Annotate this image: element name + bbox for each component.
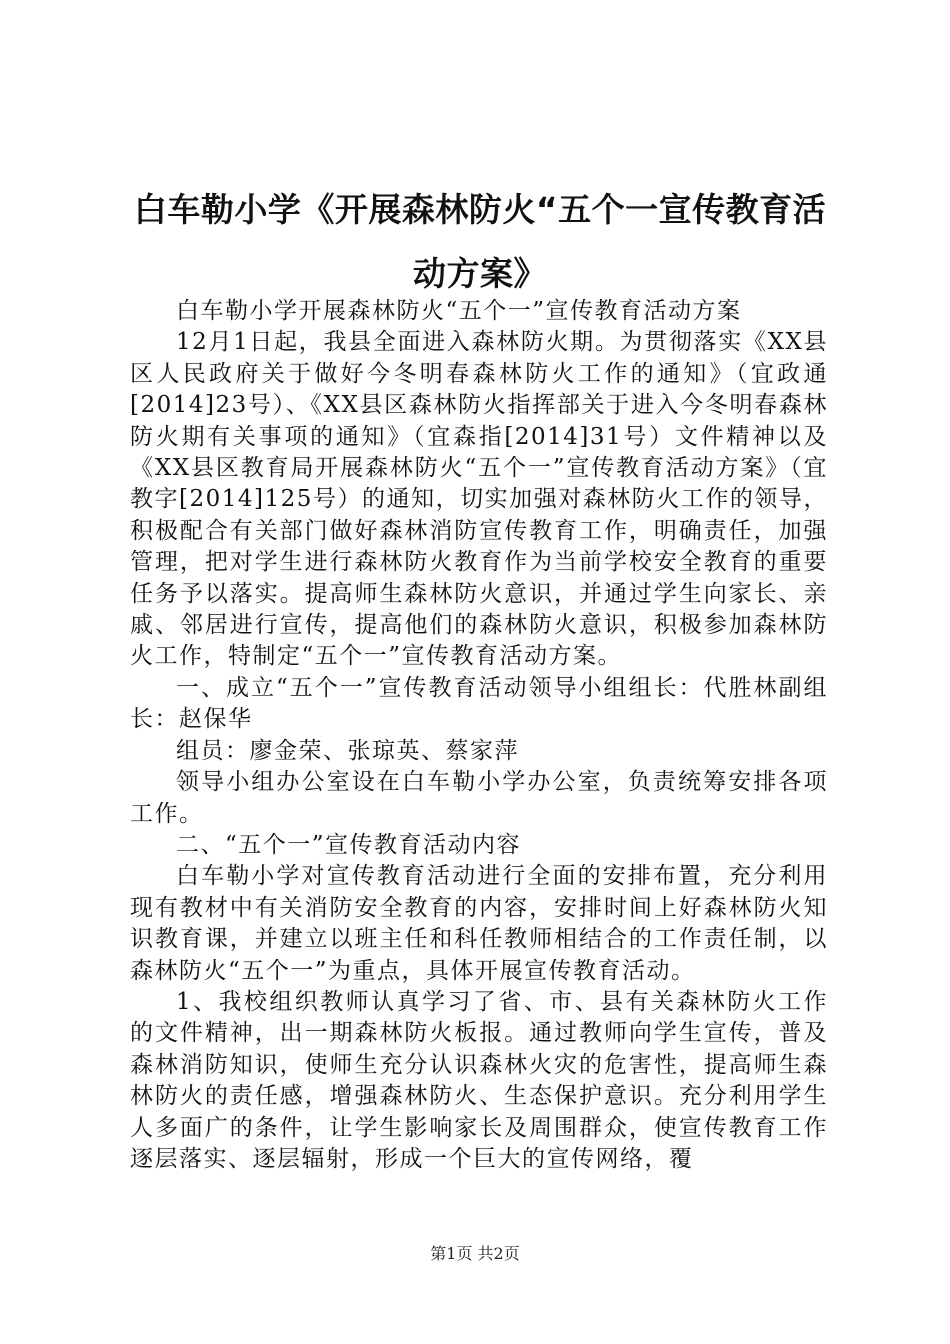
document-title: 白车勒小学《开展森林防火“五个一宣传教育活动方案》 xyxy=(133,190,827,293)
paragraph-section-two: 二、“五个一”宣传教育活动内容 xyxy=(176,831,522,858)
page-number-footer: 第1页 共2页 xyxy=(430,1244,520,1263)
paragraph-office: 领导小组办公室设在白车勒小学办公室，负责统筹安排各项工作。 xyxy=(130,769,828,827)
paragraph-intro: 12月1日起，我县全面进入森林防火期。为贯彻落实《XX县区人民政府关于做好今冬明春森林防火工作的通知》（宜政通[2014]23号）、《XX县区森林防火指挥部关于进入今冬明春森林防火期有关事项的通知》（宜森指[2014]31号）文件精神以及《XX县区教育局开展森林防火“五个一”宣传教育活动方案》（宜教字[2014]125号）的通知，切实加强对森林防火工作的领导，积极配合有关部门做好森林消防宣传教育工作，明确责任，加强管理，把对学生进行森林防火教育作为当前学校安全教育的重要任务予以落实。提高师生森林防火意识，并通过学生向家长、亲戚、邻居进行宣传，提高他们的森林防火意识，积极参加森林防火工作，特制定“五个一”宣传教育活动方案。 xyxy=(130,329,828,670)
document-body xyxy=(130,296,828,1175)
paragraph-item-one: 1、我校组织教师认真学习了省、市、县有关森林防火工作的文件精神，出一期森林防火板报。通过教师向学生宣传，普及森林消防知识，使师生充分认识森林火灾的危害性，提高师生森林防火的责任感，增强森林防火、生态保护意识。充分利用学生人多面广的条件，让学生影响家长及周围群众，使宣传教育工作逐层落实、逐层辐射，形成一个巨大的宣传网络，覆 xyxy=(130,988,828,1172)
paragraph-arrangement: 白车勒小学对宣传教育活动进行全面的安排布置，充分利用现有教材中有关消防安全教育的内容，安排时间上好森林防火知识教育课，并建立以班主任和科任教师相结合的工作责任制，以森林防火“五个一”为重点，具体开展宣传教育活动。 xyxy=(130,863,828,984)
paragraph-section-one: 一、成立“五个一”宣传教育活动领导小组组长：代胜林副组长：赵保华 xyxy=(130,674,828,733)
paragraph-subtitle: 白车勒小学开展森林防火“五个一”宣传教育活动方案 xyxy=(176,298,742,324)
paragraph-members: 组员：廖金荣、张琼英、蔡家萍 xyxy=(176,737,519,764)
